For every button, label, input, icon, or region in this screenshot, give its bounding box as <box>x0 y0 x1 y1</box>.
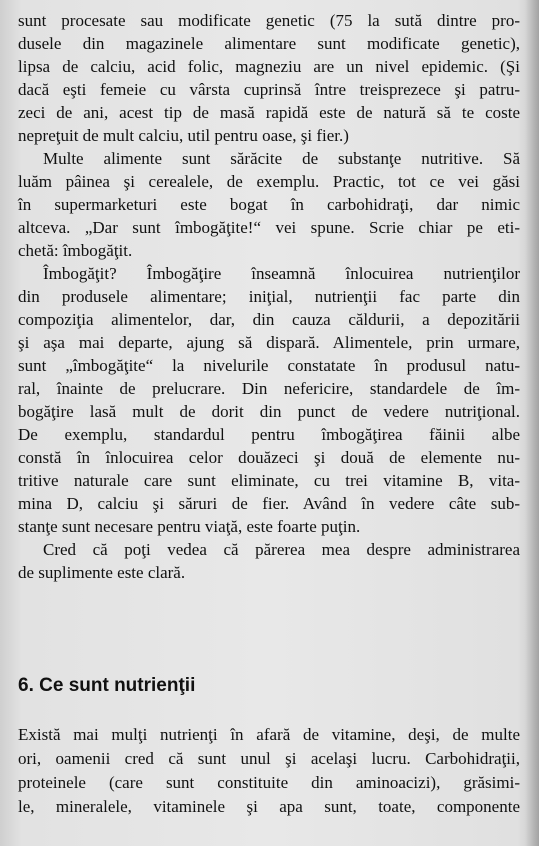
paragraph-4-line: de suplimente este clară. <box>18 563 186 582</box>
paragraph-2-line: altceva. „Dar sunt îmbogăţite!“ vei spune. Scrie chiar pe eti- <box>18 218 520 237</box>
paragraph-3-line: compoziţia alimentelor, dar, din cauza căldurii, a depozitării <box>18 310 520 329</box>
paragraph-3-line: din produsele alimentare; iniţial, nutrienţii fac parte din <box>18 287 520 306</box>
body-text-upper <box>18 9 520 584</box>
paragraph-3-line: De exemplu, standardul pentru îmbogăţirea făinii albe <box>18 425 520 444</box>
paragraph-3-line: şi aşa mai departe, ajung să dispară. Alimentele, prin urmare, <box>18 333 520 352</box>
paragraph-1-line: nepreţuit de mult calciu, util pentru oase, şi fier.) <box>18 126 349 145</box>
paragraph-5-line: ori, oamenii cred că sunt unul şi acelaşi lucru. Carbohidraţii, <box>18 749 520 768</box>
paragraph-3-line: stanţe sunt necesare pentru viaţă, este foarte puţin. <box>18 517 361 536</box>
paragraph-2-line: chetă: îmbogăţit. <box>18 241 133 260</box>
paragraph-3-line: Îmbogăţit? Îmbogăţire înseamnă înlocuirea nutrienţilor <box>43 264 520 283</box>
paragraph-2-line: în supermarketuri este bogat în carbohidraţi, dar nimic <box>18 195 520 214</box>
paragraph-1-line: sunt procesate sau modificate genetic (75 la sută dintre pro- <box>18 11 520 30</box>
paragraph-5-line: Există mai mulţi nutrienţi în afară de vitamine, deşi, de multe <box>18 725 520 744</box>
paragraph-3-line: mina D, calciu şi săruri de fier. Având în vedere câte sub- <box>18 494 520 513</box>
paragraph-1-line: dusele din magazinele alimentare sunt modificate genetic), <box>18 34 520 53</box>
paragraph-3-line: tritive naturale care sunt eliminate, cu trei vitamine B, vita- <box>18 471 520 490</box>
paragraph-3-line: bogăţire lasă mult de dorit din punct de vedere nutriţional. <box>18 402 520 421</box>
body-text-lower <box>18 723 520 819</box>
paragraph-3-line: ral, înainte de prelucrare. Din nefericire, standardele de îm- <box>18 379 520 398</box>
paragraph-3-line: constă în înlocuirea celor douăzeci şi două de elemente nu- <box>18 448 520 467</box>
paragraph-4-line: Cred că poţi vedea că părerea mea despre administrarea <box>43 540 520 559</box>
paragraph-1-line: lipsa de calciu, acid folic, magneziu are un nivel epidemic. (Şi <box>18 57 520 76</box>
paragraph-1-line: zeci de ani, acest tip de masă rapidă este de natură să te coste <box>18 103 520 122</box>
paragraph-5-line: le, mineralele, vitaminele şi apa sunt, toate, componente <box>18 797 520 816</box>
paragraph-5-line: proteinele (care sunt constituite din aminoacizi), grăsimi- <box>18 773 520 792</box>
paragraph-2-line: luăm pâinea şi cerealele, de exemplu. Practic, tot ce vei găsi <box>18 172 520 191</box>
paragraph-2-line: Multe alimente sunt sărăcite de substanţe nutritive. Să <box>43 149 520 168</box>
paragraph-3-line: sunt „îmbogăţite“ la nivelurile constatate în produsul natu- <box>18 356 520 375</box>
section-heading: 6. Ce sunt nutrienţii <box>18 675 196 696</box>
paragraph-1-line: dacă eşti femeie cu vârsta cuprinsă între treisprezece şi patru- <box>18 80 520 99</box>
